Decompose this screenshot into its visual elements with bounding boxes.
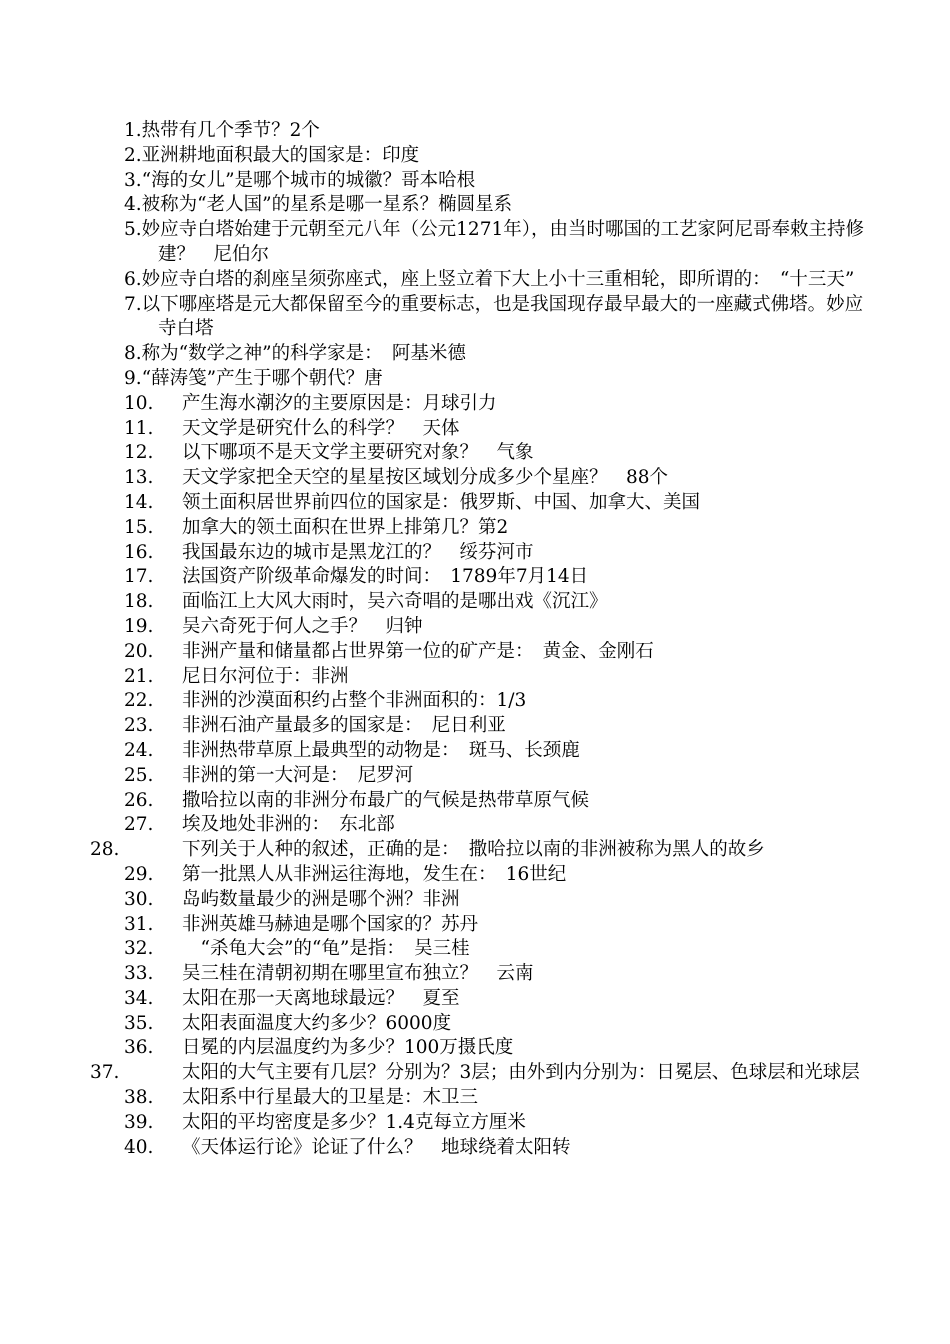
qa-item bbox=[124, 1111, 864, 1136]
item-number: 31. bbox=[124, 913, 154, 935]
item-number: 2. bbox=[124, 144, 142, 166]
item-text: 加拿大的领土面积在世界上排第几？第2 bbox=[182, 516, 509, 538]
item-text: 法国资产阶级革命爆发的时间： 1789年7月14日 bbox=[182, 566, 589, 588]
item-number: 36. bbox=[124, 1037, 154, 1059]
item-number: 21. bbox=[124, 665, 154, 687]
item-text: 撒哈拉以南的非洲分布最广的气候是热带草原气候 bbox=[182, 789, 590, 811]
item-text: 面临江上大风大雨时，吴六奇唱的是哪出戏《沉江》 bbox=[182, 591, 608, 613]
item-number: 26. bbox=[124, 789, 154, 811]
qa-item bbox=[124, 392, 864, 417]
qa-item bbox=[124, 987, 864, 1012]
qa-item bbox=[124, 119, 864, 144]
item-text: 妙应寺白塔始建于元朝至元八年（公元1271年），由当时哪国的工艺家阿尼哥奉敕主持修建？ 尼伯尔 bbox=[141, 219, 864, 265]
qa-item bbox=[124, 640, 864, 665]
item-number: 19. bbox=[124, 615, 154, 637]
item-number: 25. bbox=[124, 764, 154, 786]
item-number: 23. bbox=[124, 715, 154, 737]
qa-item bbox=[124, 764, 864, 789]
qa-item bbox=[124, 293, 864, 343]
qa-item bbox=[124, 888, 864, 913]
item-text: 下列关于人种的叙述，正确的是： 撒哈拉以南的非洲被称为黑人的故乡 bbox=[182, 839, 765, 861]
item-number: 24. bbox=[124, 739, 154, 761]
item-number: 39. bbox=[124, 1111, 154, 1133]
qa-item bbox=[124, 268, 864, 293]
qa-item bbox=[124, 1086, 864, 1111]
qa-item bbox=[124, 541, 864, 566]
qa-item bbox=[124, 193, 864, 218]
item-text: 吴三桂在清朝初期在哪里宣布独立？ 云南 bbox=[182, 963, 534, 985]
item-text: 称为“数学之神”的科学家是： 阿基米德 bbox=[141, 343, 466, 365]
item-text: 以下哪项不是天文学主要研究对象？ 气象 bbox=[182, 442, 534, 464]
qa-item bbox=[124, 1012, 864, 1037]
item-text: 吴六奇死于何人之手？ 归钟 bbox=[182, 615, 423, 637]
item-text: “薛涛笺”产生于哪个朝代？唐 bbox=[141, 367, 383, 389]
qa-item bbox=[124, 367, 864, 392]
item-number: 29. bbox=[124, 863, 154, 885]
qa-item bbox=[124, 789, 864, 814]
item-text: “海的女儿”是哪个城市的城徽？哥本哈根 bbox=[141, 169, 476, 191]
qa-item bbox=[124, 739, 864, 764]
qa-item bbox=[90, 1061, 864, 1086]
item-number: 6. bbox=[124, 268, 142, 290]
qa-item bbox=[124, 665, 864, 690]
item-text: 埃及地处非洲的： 东北部 bbox=[182, 814, 395, 836]
item-text: 日冕的内层温度约为多少？100万摄氏度 bbox=[182, 1037, 514, 1059]
item-number: 40. bbox=[124, 1136, 154, 1158]
item-number: 38. bbox=[124, 1087, 154, 1109]
item-text: 岛屿数量最少的洲是哪个洲？非洲 bbox=[182, 888, 460, 910]
item-number: 8. bbox=[124, 343, 142, 365]
item-text: 太阳表面温度大约多少？6000度 bbox=[182, 1012, 452, 1034]
item-text: 我国最东边的城市是黑龙江的？ 绥芬河市 bbox=[182, 541, 534, 563]
qa-item bbox=[124, 466, 864, 491]
item-text: 太阳系中行星最大的卫星是：木卫三 bbox=[182, 1087, 479, 1109]
item-number: 30. bbox=[124, 888, 154, 910]
item-number: 10. bbox=[124, 392, 154, 414]
item-number: 5. bbox=[124, 219, 142, 241]
qa-item bbox=[124, 913, 864, 938]
item-number: 34. bbox=[124, 987, 154, 1009]
item-text: 太阳的大气主要有几层？分别为？3层；由外到内分别为：日冕层、色球层和光球层 bbox=[182, 1062, 860, 1084]
item-text: 第一批黑人从非洲运往海地，发生在： 16世纪 bbox=[182, 863, 567, 885]
item-number: 11. bbox=[124, 417, 154, 439]
qa-list bbox=[90, 119, 864, 1160]
item-number: 7. bbox=[124, 293, 142, 315]
item-number: 37. bbox=[90, 1062, 120, 1084]
item-number: 4. bbox=[124, 194, 142, 216]
item-text: 天文学家把全天空的星星按区域划分成多少个星座？ 88个 bbox=[182, 467, 669, 489]
qa-item bbox=[90, 838, 864, 863]
item-text: 天文学是研究什么的科学？ 天体 bbox=[182, 417, 460, 439]
item-number: 35. bbox=[124, 1012, 154, 1034]
item-number: 32. bbox=[124, 938, 154, 960]
item-text: 非洲热带草原上最典型的动物是： 斑马、长颈鹿 bbox=[182, 739, 580, 761]
qa-item bbox=[124, 218, 864, 268]
qa-item bbox=[124, 1136, 864, 1161]
item-text: 以下哪座塔是元大都保留至今的重要标志，也是我国现存最早最大的一座藏式佛塔。妙应寺白塔 bbox=[141, 293, 864, 340]
item-number: 18. bbox=[124, 591, 154, 613]
qa-item bbox=[124, 169, 864, 194]
qa-item bbox=[124, 714, 864, 739]
item-number: 17. bbox=[124, 566, 154, 588]
qa-item bbox=[124, 863, 864, 888]
item-text: 太阳的平均密度是多少？1.4克每立方厘米 bbox=[182, 1111, 526, 1133]
qa-item bbox=[124, 417, 864, 442]
qa-item bbox=[124, 962, 864, 987]
item-text: 领土面积居世界前四位的国家是：俄罗斯、中国、加拿大、美国 bbox=[182, 491, 701, 513]
item-text: 非洲的第一大河是： 尼罗河 bbox=[182, 764, 414, 786]
item-text: 非洲的沙漠面积约占整个非洲面积的：1/3 bbox=[182, 690, 527, 712]
qa-item bbox=[124, 144, 864, 169]
item-number: 33. bbox=[124, 963, 154, 985]
item-text: 非洲英雄马赫迪是哪个国家的？苏丹 bbox=[182, 913, 479, 935]
item-number: 28. bbox=[90, 839, 120, 861]
item-number: 20. bbox=[124, 640, 154, 662]
item-text: 产生海水潮汐的主要原因是：月球引力 bbox=[182, 392, 497, 414]
qa-item bbox=[124, 937, 864, 962]
item-text: 尼日尔河位于：非洲 bbox=[182, 665, 349, 687]
item-text: 非洲产量和储量都占世界第一位的矿产是： 黄金、金刚石 bbox=[182, 640, 654, 662]
item-text: “杀龟大会”的“龟”是指： 吴三桂 bbox=[182, 938, 470, 960]
item-number: 27. bbox=[124, 814, 154, 836]
qa-item bbox=[124, 516, 864, 541]
qa-item bbox=[124, 565, 864, 590]
item-text: 妙应寺白塔的刹座呈须弥座式，座上竖立着下大上小十三重相轮，即所谓的： “十三天” bbox=[141, 268, 855, 290]
item-text: 非洲石油产量最多的国家是： 尼日利亚 bbox=[182, 715, 506, 737]
qa-item bbox=[124, 590, 864, 615]
qa-item bbox=[124, 813, 864, 838]
item-number: 15. bbox=[124, 516, 154, 538]
item-text: 热带有几个季节？2个 bbox=[141, 120, 320, 141]
item-number: 9. bbox=[124, 367, 142, 389]
item-number: 1. bbox=[124, 120, 142, 141]
item-number: 16. bbox=[124, 541, 154, 563]
item-text: 被称为“老人国”的星系是哪一星系？椭圆星系 bbox=[141, 194, 513, 216]
qa-item bbox=[124, 1036, 864, 1061]
qa-item bbox=[124, 615, 864, 640]
qa-item bbox=[124, 491, 864, 516]
item-number: 13. bbox=[124, 467, 154, 489]
item-number: 3. bbox=[124, 169, 142, 191]
item-text: 《天体运行论》论证了什么？ 地球绕着太阳转 bbox=[182, 1136, 571, 1158]
qa-item bbox=[124, 441, 864, 466]
item-text: 亚洲耕地面积最大的国家是：印度 bbox=[141, 144, 420, 166]
item-number: 14. bbox=[124, 491, 154, 513]
item-number: 22. bbox=[124, 690, 154, 712]
item-text: 太阳在那一天离地球最远？ 夏至 bbox=[182, 987, 460, 1009]
qa-item bbox=[124, 689, 864, 714]
qa-item bbox=[124, 342, 864, 367]
item-number: 12. bbox=[124, 442, 154, 464]
